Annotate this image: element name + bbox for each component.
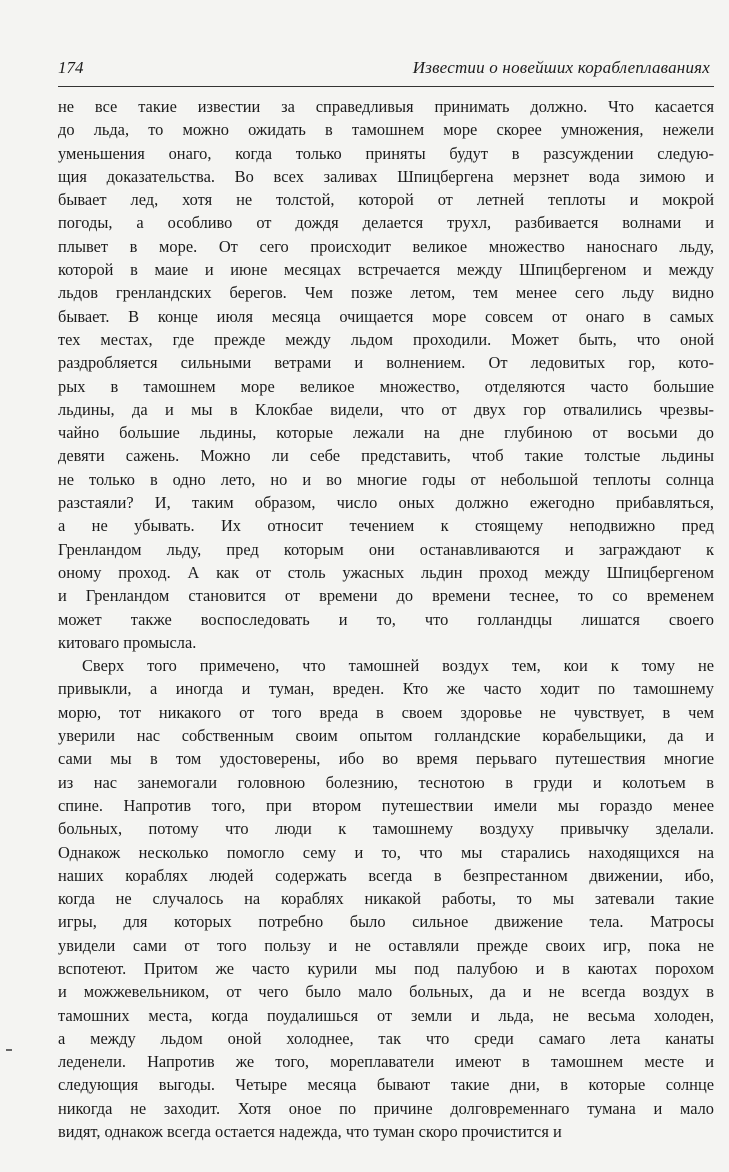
text-line: Однакож несколько помогло сему и то, что мы старались находящихся на [58, 842, 714, 862]
text-line: которой в маие и июне месяцах встречается между Шпицбергеном и между [58, 260, 714, 280]
text-line: бывает. В конце июля месяца очищается море совсем от онаго в самых [58, 306, 714, 326]
text-line: рых в тамошнем море великое множество, отделяются часто большие [58, 376, 714, 396]
text-line: леденели. Напротив же того, мореплаватели имеют в тамошнем месте и [58, 1052, 714, 1072]
text-line: и можжевельником, от чего было мало больных, да и не всегда воздух в [58, 982, 714, 1002]
text-line: раздробляется сильными ветрами и волнением. От ледовитых гор, кото- [58, 353, 714, 373]
text-line: спине. Напротив того, при втором путешествии имели мы гораздо менее [58, 795, 714, 815]
page-number: 174 [58, 58, 84, 77]
text-line: и Гренландом становится от времени до времени теснее, то со временем [58, 586, 714, 606]
body-text [58, 95, 714, 1143]
running-title: Известии о новейших кораблеплаваниях [412, 58, 710, 77]
text-line: китоваго промысла. [58, 632, 197, 652]
text-line: из нас занемогали головною болезнию, теснотою в груди и колотьем в [58, 772, 714, 792]
text-line: наших кораблях людей содержать всегда в безпрестанном движении, ибо, [58, 865, 714, 885]
paragraph [58, 654, 714, 1143]
text-line: чайно большие льдины, которые лежали на дне глубиною от восьми до [58, 423, 714, 443]
text-line: тех местах, где прежде между льдом проходили. Может быть, что оной [58, 329, 714, 349]
text-line: видят, однакож всегда остается надежда, что туман скоро прочистится и [58, 1122, 562, 1142]
text-line: не все такие известии за справедливыя принимать должно. Что касается [58, 97, 714, 116]
text-line: погоды, а особливо от дождя делается трухл, разбивается волнами и [58, 213, 714, 233]
text-line: вспотеют. Притом же часто курили мы под палубою и в каютах порохом [58, 958, 714, 978]
paragraph [58, 95, 714, 654]
page-header [58, 58, 714, 88]
text-line: привыкли, а иногда и туман, вреден. Кто же часто ходит по тамошнему [58, 679, 714, 699]
text-line: до льда, то можно ожидать в тамошнем море скорее умножения, нежели [58, 120, 714, 140]
text-line: оному проход. А как от столь ужасных льдин проход между Шпицбергеном [58, 562, 714, 582]
text-line: плывет в море. От сего происходит великое множество наноснаго льду, [58, 236, 714, 256]
text-line: Сверх того примечено, что тамошней воздух тем, кои к тому не [82, 656, 714, 676]
text-line: может также воспоследовать и то, что голландцы лишатся своего [58, 609, 714, 629]
text-line: Гренландом льду, пред которым они останавливаются и заграждают к [58, 539, 714, 559]
text-line: а между льдом оной холоднее, так что среди самаго лета канаты [58, 1028, 714, 1048]
text-line: игры, для которых потребно было сильное движение тела. Матросы [58, 912, 714, 932]
text-line: уменьшения онаго, когда только приняты будут в разсуждении следую- [58, 143, 714, 163]
text-line: следующия выгоды. Четыре месяца бывают такие дни, в которые солнце [58, 1075, 714, 1095]
text-line: бывает лед, хотя не толстой, которой от летней теплоты и мокрой [58, 190, 714, 210]
text-line: уверили нас собственным своим опытом голландские корабельщики, да и [58, 726, 714, 746]
text-line: увидели сами от того пользу и не оставляли прежде своих игр, пока не [58, 935, 714, 955]
text-line: не только в одно лето, но и во многие годы от небольшой теплоты солнца [58, 469, 714, 489]
text-line: больных, потому что люди к тамошнему воздуху привычку зделали. [58, 819, 714, 839]
margin-mark [6, 1049, 12, 1051]
header-rule [58, 86, 714, 87]
text-line: морю, тот никакого от того вреда в своем здоровье не чувствует, в чем [58, 702, 714, 722]
text-line: а не убывать. Их относит течением к стоящему неподвижно пред [58, 516, 714, 536]
text-line: девяти сажень. Можно ли себе представить, чтоб такие толстые льдины [58, 446, 714, 466]
text-line: сами мы в том удостоверены, ибо во время перьваго путешествия многие [58, 749, 714, 769]
text-line: когда не случалось на кораблях никакой работы, то мы затевали такие [58, 889, 714, 909]
text-line: льдов гренландских берегов. Чем позже летом, тем менее сего льду видно [58, 283, 714, 303]
text-line: никогда не заходит. Хотя оное по причине долговременнаго тумана и мало [58, 1098, 714, 1118]
text-line: щия доказательства. Во всех заливах Шпицбергена мерзнет вода зимою и [58, 166, 714, 186]
text-line: льдины, да и мы в Клокбае видели, что от двух гор отвалились чрезвы- [58, 399, 714, 419]
text-line: тамошних места, когда поудалишься от земли и льда, не весьма холоден, [58, 1005, 714, 1025]
text-line: разстаяли? И, таким образом, число оных должно ежегодно прибавляться, [58, 493, 714, 513]
